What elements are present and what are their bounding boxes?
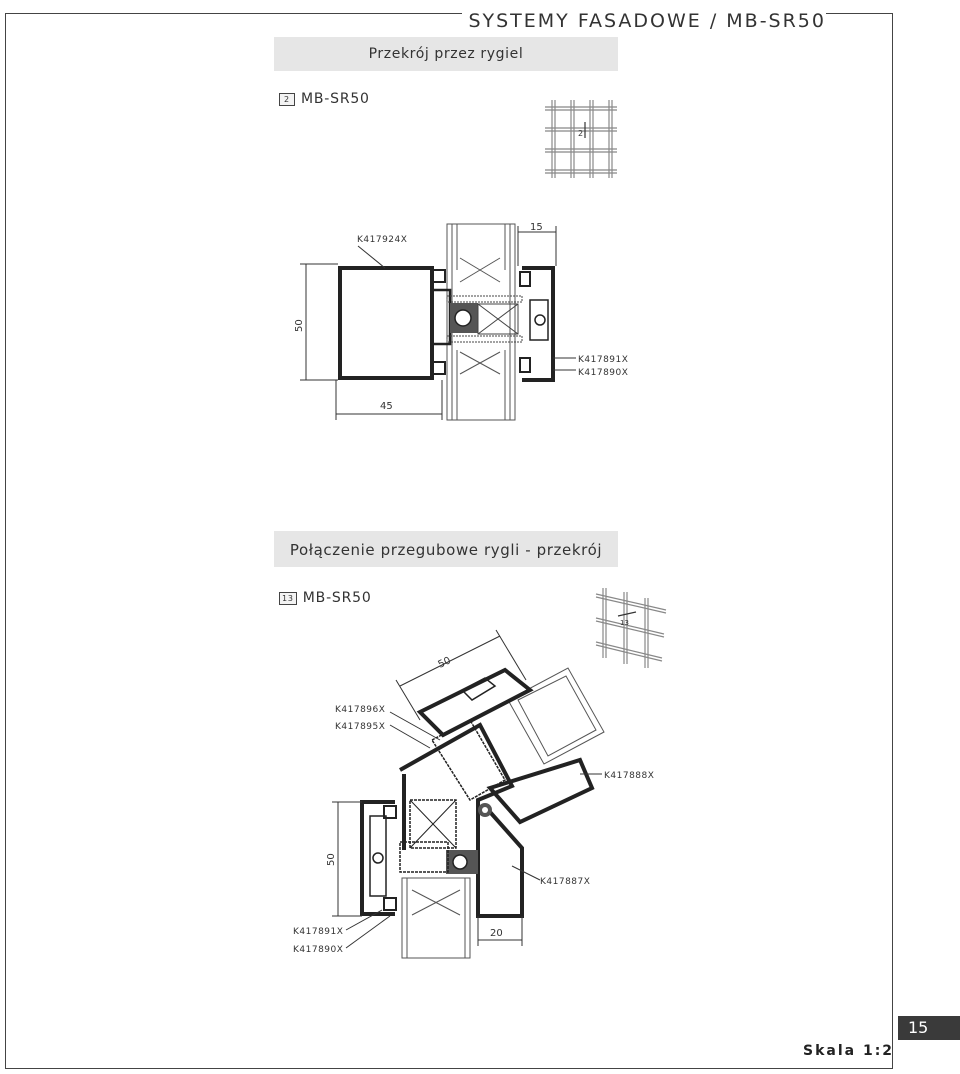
section2-dim-angled: 50 [436,655,453,671]
section2-ref-label: MB-SR50 [302,590,372,606]
page-number-tab: 15 [898,1016,960,1040]
section2-code-bottom-2: K417890X [293,945,344,955]
section2-ref-number: 13 [279,592,297,605]
section2-dim-bottom: 20 [490,928,503,939]
section2-key-label: 13 [620,619,629,627]
section1-code-top: K417924X [357,235,408,245]
section2-code-right-1: K417888X [604,771,655,781]
section1-pressure-plate [520,268,553,380]
section2-code-left-2: K417895X [335,722,386,732]
section1-ref-number: 2 [279,93,295,106]
page-header-title: SYSTEMY FASADOWE / MB-SR50 [462,10,826,32]
section2-heading: Połączenie przegubowe rygli - przekrój [274,531,618,567]
section1-key-label: 2 [578,129,584,138]
section2-dim-left: 50 [326,853,337,866]
section2-key-plan [596,588,666,668]
scale-label: Skala 1:2 [803,1043,895,1059]
section2-pressure-plate [362,802,396,914]
section2-angled-cap [420,670,530,735]
section2-code-left-1: K417896X [335,705,386,715]
section1-ref-label: MB-SR50 [301,91,370,107]
section1-heading: Przekrój przez rygiel [274,37,618,71]
section1-dim-top: 15 [530,222,543,233]
section1-dim-left: 50 [294,319,305,332]
section1-dim-bottom: 45 [380,401,393,412]
section1-key-plan [545,100,617,178]
section2-code-bottom-1: K417891X [293,927,344,937]
section1-code-right-1: K417891X [578,355,629,365]
section1-code-right-2: K417890X [578,368,629,378]
section2-code-right-2: K417887X [540,877,591,887]
